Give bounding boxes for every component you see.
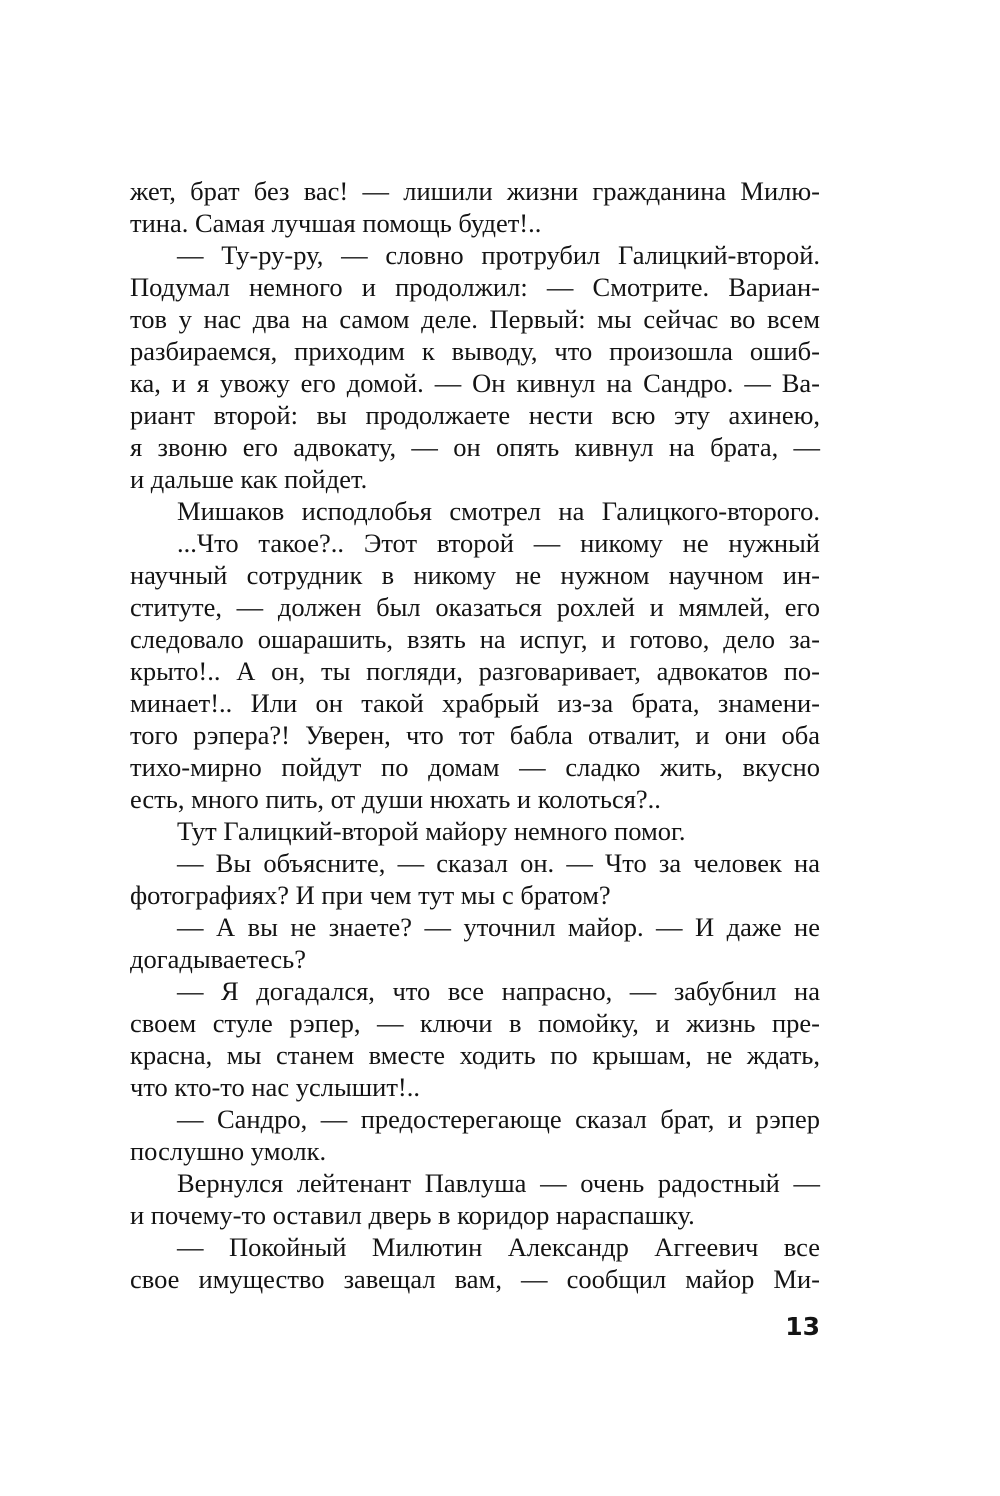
text-line: Тут Галицкий-второй майору немного помог. [177, 816, 686, 846]
text-line: — Сандро, — предостерегающе сказал брат, и рэпер [177, 1104, 820, 1134]
text-line: Вернулся лейтенант Павлуша — очень радостный — [177, 1168, 820, 1198]
text-line: Подумал немного и продолжил: — Смотрите. Вариан- [130, 272, 820, 302]
text-line: послушно умолк. [130, 1136, 327, 1166]
text-line: красна, мы станем вместе ходить по крышам, не ждать, [130, 1040, 820, 1070]
text-line: есть, много пить, от души нюхать и колоться?.. [130, 784, 661, 814]
text-line: тихо-мирно пойдут по домам — сладко жить, вкусно [130, 752, 820, 782]
text-line: — Покойный Милютин Александр Аггеевич все [177, 1232, 820, 1262]
text-line: я звоню его адвокату, — он опять кивнул на брата, — [130, 432, 820, 462]
text-line: следовало ошарашить, взять на испуг, и готово, дело за- [130, 624, 820, 654]
text-line: разбираемся, приходим к выводу, что произошла ошиб- [130, 336, 820, 366]
text-line: жет, брат без вас! — лишили жизни гражданина Милю- [130, 176, 820, 206]
text-line: тов у нас два на самом деле. Первый: мы сейчас во всем [130, 304, 820, 334]
text-line: догадываетесь? [130, 944, 306, 974]
text-line: того рэпера?! Уверен, что тот бабла отвалит, и они оба [130, 720, 820, 750]
text-line: тина. Самая лучшая помощь будет!.. [130, 208, 542, 238]
text-line: — Я догадался, что все напрасно, — забубнил на [177, 976, 820, 1006]
text-line: крыто!.. А он, ты погляди, разговаривает, адвокатов по- [130, 656, 820, 686]
text-line: свое имущество завещал вам, — сообщил майор Ми- [130, 1264, 820, 1294]
page-number: 13 [785, 1312, 820, 1341]
text-line: что кто-то нас услышит!.. [130, 1072, 420, 1102]
text-line: ка, и я увожу его домой. — Он кивнул на Сандро. — Ва- [130, 368, 820, 398]
text-line: и почему-то оставил дверь в коридор нараспашку. [130, 1200, 695, 1230]
text-line: ...Что такое?.. Этот второй — никому не нужный [177, 528, 820, 558]
text-line: — Вы объясните, — сказал он. — Что за человек на [177, 848, 820, 878]
text-line: — Ту-ру-ру, — словно протрубил Галицкий-второй. [177, 240, 820, 270]
text-line: риант второй: вы продолжаете нести всю эту ахинею, [130, 400, 820, 430]
text-line: ституте, — должен был оказаться рохлей и мямлей, его [130, 592, 820, 622]
text-line: — А вы не знаете? — уточнил майор. — И даже не [177, 912, 820, 942]
text-line: научный сотрудник в никому не нужном научном ин- [130, 560, 820, 590]
text-line: и дальше как пойдет. [130, 464, 368, 494]
text-line: своем стуле рэпер, — ключи в помойку, и жизнь пре- [130, 1008, 820, 1038]
text-line: фотографиях? И при чем тут мы с братом? [130, 880, 611, 910]
text-line: Мишаков исподлобья смотрел на Галицкого-второго. [177, 496, 820, 526]
text-line: минает!.. Или он такой храбрый из-за брата, знамени- [130, 688, 820, 718]
